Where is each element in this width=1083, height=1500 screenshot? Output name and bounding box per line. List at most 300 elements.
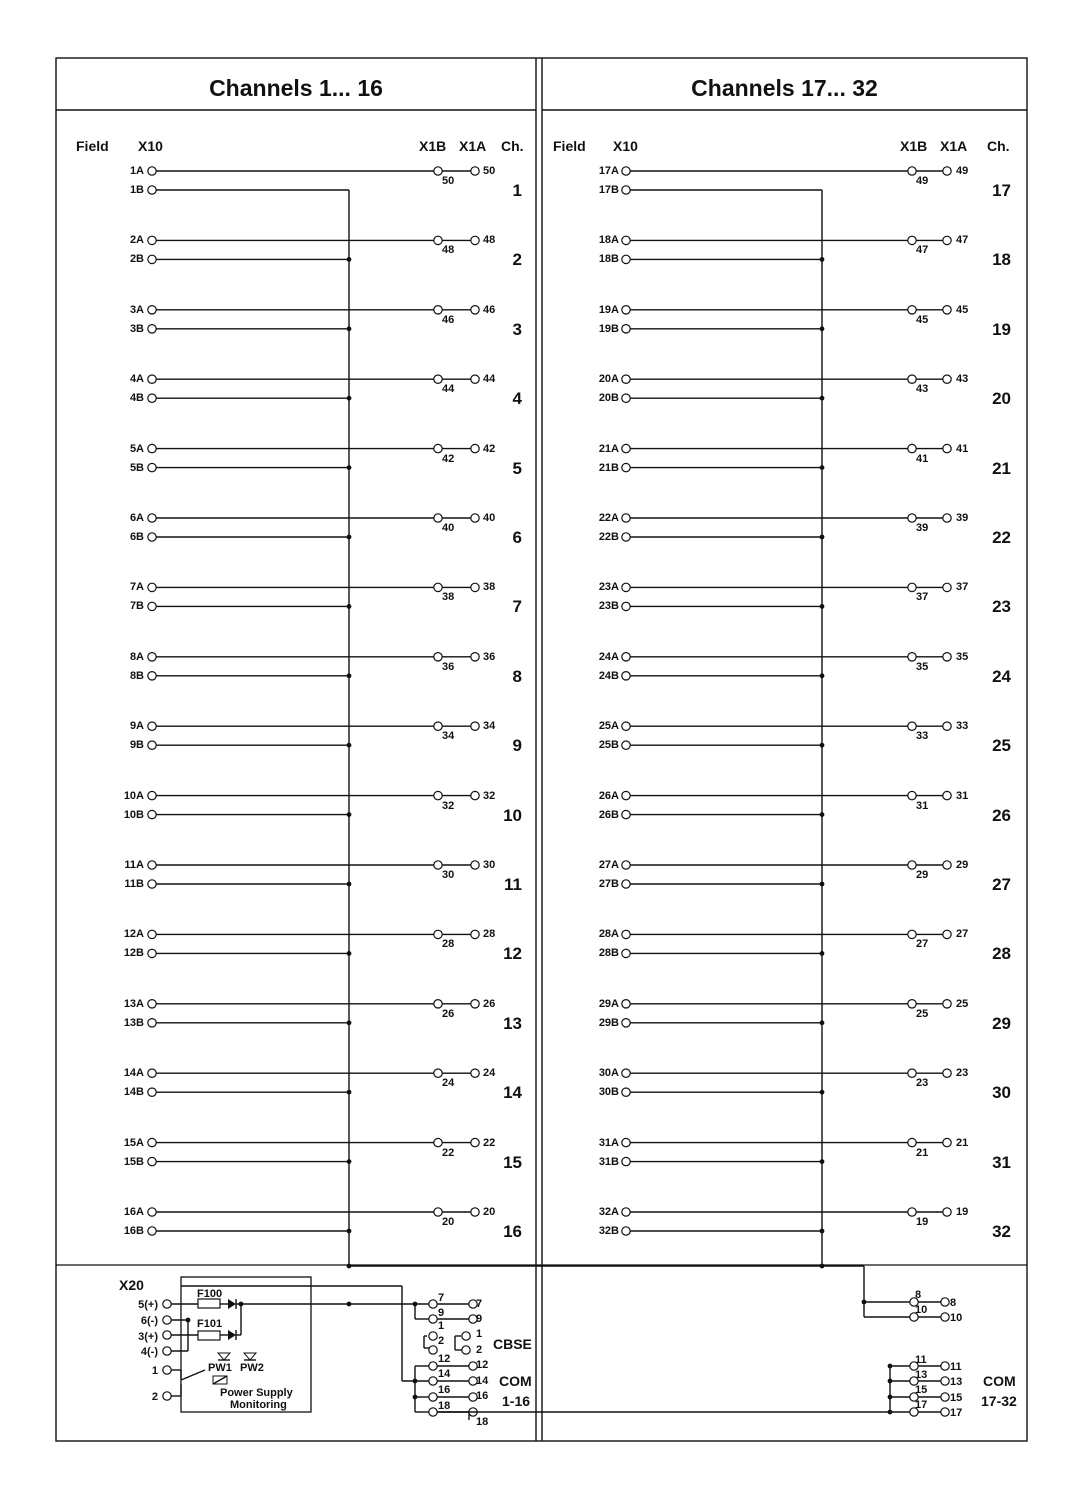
field-terminal-label: 19A: [598, 303, 619, 316]
field-terminal-label: 31B: [598, 1155, 619, 1168]
pin-label: 10: [915, 1304, 928, 1316]
junction-dot: [413, 1395, 418, 1400]
channel-number: 18: [992, 250, 1011, 270]
terminal-circle: [908, 444, 916, 452]
field-terminal-label: 22A: [598, 512, 619, 524]
terminal-circle: [622, 791, 630, 799]
x1b-pin-label: 30: [442, 869, 455, 881]
terminal-circle: [941, 1362, 949, 1370]
terminal-circle: [943, 791, 951, 799]
terminal-circle: [622, 1208, 630, 1216]
terminal-circle: [434, 375, 442, 383]
channel-number: 11: [504, 875, 522, 894]
fuse-f101-label: F101: [197, 1318, 223, 1330]
terminal-circle: [622, 1088, 630, 1096]
com-label: COM: [983, 1373, 1016, 1389]
fuse-f100-label: F100: [197, 1288, 223, 1300]
terminal-circle: [908, 1138, 916, 1146]
field-terminal-label: 9A: [129, 720, 144, 733]
x1b-pin-label: 28: [442, 938, 455, 951]
field-terminal-label: 6A: [129, 512, 144, 524]
terminal-circle: [908, 930, 916, 938]
terminal-circle: [622, 306, 630, 314]
channel-number: 24: [992, 666, 1011, 686]
terminal-circle: [148, 186, 156, 194]
field-terminal-label: 30B: [598, 1086, 619, 1099]
terminal-circle: [148, 1227, 156, 1235]
terminal-circle: [462, 1332, 470, 1340]
pin-label: 7: [438, 1292, 445, 1304]
terminal-circle: [943, 375, 951, 383]
field-terminal-label: 3B: [129, 322, 144, 335]
header-ch: Ch.: [987, 138, 1010, 154]
channel-number: 20: [992, 389, 1011, 409]
x1b-pin-label: 37: [916, 591, 929, 604]
channel-number: 1: [512, 181, 522, 200]
x1a-pin-label: 42: [483, 442, 496, 455]
channel-number: 21: [992, 458, 1011, 478]
field-terminal-label: 20B: [598, 392, 619, 405]
pin-label: 2: [438, 1335, 445, 1347]
terminal-circle: [622, 602, 630, 610]
field-terminal-label: 23A: [598, 581, 619, 594]
field-terminal-label: 19B: [598, 322, 619, 335]
field-terminal-label: 16A: [123, 1206, 144, 1218]
terminal-circle: [429, 1377, 437, 1385]
x1a-pin-label: 47: [956, 234, 969, 247]
led-pw1-icon: [218, 1353, 230, 1360]
terminal-circle: [429, 1346, 437, 1354]
field-terminal-label: 15A: [123, 1136, 144, 1149]
x1b-pin-label: 26: [442, 1007, 455, 1020]
terminal-circle: [434, 583, 442, 591]
terminal-circle: [148, 255, 156, 263]
x1b-pin-label: 49: [916, 175, 929, 187]
terminal-circle: [434, 1208, 442, 1216]
cbse-label: CBSE: [493, 1336, 532, 1352]
x1b-pin-label: 43: [916, 383, 929, 396]
field-terminal-label: 23B: [598, 600, 619, 613]
pin-label: 16: [476, 1390, 489, 1402]
field-terminal-label: 4A: [129, 373, 144, 386]
x1a-pin-label: 45: [956, 303, 969, 316]
terminal-circle: [622, 930, 630, 938]
terminal-circle: [429, 1362, 437, 1370]
terminal-circle: [622, 1157, 630, 1165]
field-terminal-label: 15B: [123, 1155, 144, 1168]
x1a-pin-label: 39: [956, 512, 969, 524]
terminal-circle: [148, 375, 156, 383]
field-terminal-label: 20A: [598, 373, 619, 386]
field-terminal-label: 1B: [129, 184, 144, 196]
x1a-pin-label: 32: [483, 789, 496, 802]
field-terminal-label: 4B: [129, 392, 144, 405]
terminal-circle: [148, 653, 156, 661]
x20-terminal: 5(+): [138, 1299, 158, 1311]
terminal-circle: [148, 325, 156, 333]
terminal-circle: [163, 1331, 171, 1339]
pin-label: 15: [915, 1384, 928, 1396]
pin-label: 8: [950, 1297, 957, 1309]
field-terminal-label: 2A: [129, 234, 144, 247]
pin-label: 18: [476, 1416, 489, 1428]
terminal-circle: [148, 672, 156, 680]
x1a-pin-label: 46: [483, 303, 496, 316]
field-terminal-label: 21B: [598, 461, 619, 474]
terminal-circle: [943, 1138, 951, 1146]
pin-label: 17: [915, 1399, 928, 1411]
pin-label: 13: [915, 1369, 928, 1381]
terminal-circle: [622, 1227, 630, 1235]
field-terminal-label: 8B: [129, 669, 144, 682]
channel-number: 14: [503, 1083, 522, 1103]
channel-number: 27: [992, 875, 1011, 894]
x1a-pin-label: 27: [956, 928, 969, 941]
monitoring-label: Power Supply: [220, 1387, 293, 1399]
panel-title-17-32: Channels 17... 32: [691, 75, 878, 101]
channel-number: 32: [992, 1222, 1011, 1241]
channel-number: 22: [992, 528, 1011, 547]
field-terminal-label: 26B: [598, 808, 619, 821]
channel-number: 7: [512, 597, 522, 617]
x1b-pin-label: 25: [916, 1007, 929, 1020]
monitoring-label: Monitoring: [230, 1399, 287, 1411]
terminal-circle: [622, 533, 630, 541]
x1b-pin-label: 41: [916, 452, 929, 465]
x1a-pin-label: 28: [483, 928, 496, 941]
field-terminal-label: 17A: [598, 165, 619, 177]
field-terminal-label: 14B: [123, 1086, 144, 1099]
panel-title-1-16: Channels 1... 16: [209, 75, 383, 101]
channel-number: 16: [503, 1222, 522, 1241]
field-terminal-label: 12A: [123, 928, 144, 941]
channel-number: 2: [512, 250, 522, 270]
field-terminal-label: 26A: [598, 789, 619, 802]
field-terminal-label: 11A: [124, 859, 144, 871]
terminal-circle: [908, 861, 916, 869]
led-pw1-label: PW1: [208, 1362, 232, 1374]
field-terminal-label: 24A: [598, 650, 619, 663]
terminal-circle: [471, 791, 479, 799]
terminal-circle: [462, 1346, 470, 1354]
pin-label: 15: [950, 1392, 963, 1404]
header-field: Field: [76, 138, 109, 154]
led-pw2-icon: [244, 1353, 256, 1360]
terminal-circle: [429, 1315, 437, 1323]
terminal-circle: [941, 1298, 949, 1306]
terminal-circle: [148, 1000, 156, 1008]
com-range-label: 1-16: [502, 1393, 531, 1409]
pin-label: 1: [438, 1320, 445, 1332]
terminal-circle: [471, 583, 479, 591]
terminal-circle: [434, 514, 442, 522]
channel-number: 28: [992, 944, 1011, 964]
terminal-circle: [908, 791, 916, 799]
terminal-circle: [434, 791, 442, 799]
channel-number: 3: [512, 319, 522, 339]
terminal-circle: [471, 1208, 479, 1216]
x1b-pin-label: 44: [442, 383, 455, 396]
terminal-circle: [908, 1000, 916, 1008]
terminal-circle: [471, 167, 479, 175]
terminal-circle: [471, 1138, 479, 1146]
field-terminal-label: 25A: [598, 720, 619, 733]
x1b-pin-label: 45: [916, 313, 929, 326]
x1b-pin-label: 34: [442, 730, 455, 743]
pin-label: 9: [438, 1307, 445, 1319]
pin-label: 18: [438, 1400, 451, 1412]
terminal-circle: [434, 167, 442, 175]
terminal-circle: [471, 1069, 479, 1077]
pin-label: 12: [476, 1359, 489, 1371]
terminal-circle: [471, 722, 479, 730]
header-x10: X10: [138, 138, 163, 154]
terminal-circle: [943, 583, 951, 591]
pin-label: 11: [950, 1361, 962, 1373]
terminal-circle: [622, 653, 630, 661]
x1a-pin-label: 35: [956, 650, 969, 663]
pin-label: 17: [950, 1407, 963, 1419]
channel-number: 17: [992, 181, 1011, 200]
field-terminal-label: 2B: [129, 253, 144, 266]
terminal-circle: [943, 236, 951, 244]
pin-label: 7: [476, 1298, 483, 1310]
terminal-circle: [622, 672, 630, 680]
terminal-circle: [434, 1138, 442, 1146]
terminal-circle: [908, 167, 916, 175]
led-pw2-label: PW2: [240, 1362, 264, 1374]
terminal-circle: [622, 394, 630, 402]
terminal-circle: [622, 375, 630, 383]
terminal-circle: [622, 741, 630, 749]
terminal-circle: [434, 236, 442, 244]
terminal-circle: [434, 306, 442, 314]
x1a-pin-label: 44: [483, 373, 496, 386]
terminal-circle: [148, 236, 156, 244]
terminal-circle: [941, 1393, 949, 1401]
fuse-f101: [198, 1331, 220, 1340]
pin-label: 1: [476, 1328, 483, 1340]
terminal-circle: [471, 653, 479, 661]
terminal-circle: [471, 236, 479, 244]
channel-number: 4: [512, 389, 522, 409]
x20-terminal: 3(+): [138, 1331, 158, 1343]
terminal-circle: [622, 255, 630, 263]
terminal-circle: [148, 1208, 156, 1216]
terminal-circle: [622, 861, 630, 869]
x1b-pin-label: 50: [442, 175, 455, 187]
terminal-circle: [148, 930, 156, 938]
terminal-circle: [163, 1366, 171, 1374]
terminal-circle: [941, 1377, 949, 1385]
x1a-pin-label: 22: [483, 1136, 496, 1149]
x1a-pin-label: 41: [956, 442, 969, 455]
terminal-circle: [148, 602, 156, 610]
channel-number: 25: [992, 736, 1011, 756]
terminal-circle: [622, 949, 630, 957]
x1b-pin-label: 31: [916, 799, 929, 812]
header-x1a: X1A: [940, 138, 968, 154]
terminal-circle: [148, 306, 156, 314]
terminal-circle: [908, 514, 916, 522]
terminal-circle: [148, 949, 156, 957]
channel-number: 6: [512, 528, 522, 547]
field-terminal-label: 30A: [598, 1067, 619, 1080]
terminal-circle: [148, 880, 156, 888]
x1b-pin-label: 20: [442, 1216, 455, 1228]
header-x1a: X1A: [459, 138, 487, 154]
terminal-circle: [471, 375, 479, 383]
terminal-circle: [908, 653, 916, 661]
field-terminal-label: 11B: [124, 878, 144, 890]
terminal-circle: [941, 1408, 949, 1416]
field-terminal-label: 18B: [598, 253, 619, 266]
terminal-circle: [163, 1347, 171, 1355]
terminal-circle: [622, 167, 630, 175]
junction-dot: [413, 1379, 418, 1384]
terminal-circle: [434, 444, 442, 452]
field-terminal-label: 7A: [129, 581, 144, 594]
pin-label: 9: [476, 1313, 483, 1325]
field-terminal-label: 27A: [598, 859, 619, 871]
field-terminal-label: 13B: [123, 1016, 144, 1029]
terminal-circle: [148, 741, 156, 749]
field-terminal-label: 8A: [129, 650, 144, 663]
x1b-pin-label: 29: [916, 869, 929, 881]
terminal-circle: [434, 1000, 442, 1008]
field-terminal-label: 31A: [598, 1136, 619, 1149]
x1b-pin-label: 38: [442, 591, 455, 604]
terminal-circle: [148, 1138, 156, 1146]
channel-number: 9: [512, 736, 522, 756]
x1a-pin-label: 19: [956, 1206, 969, 1218]
terminal-circle: [943, 167, 951, 175]
x1a-pin-label: 21: [956, 1136, 969, 1149]
x1a-pin-label: 20: [483, 1206, 496, 1218]
field-terminal-label: 22B: [598, 531, 619, 543]
terminal-circle: [434, 861, 442, 869]
x1b-pin-label: 22: [442, 1146, 455, 1159]
fuse-f100: [198, 1299, 220, 1308]
terminal-circle: [434, 653, 442, 661]
terminal-circle: [148, 791, 156, 799]
x1b-pin-label: 21: [916, 1146, 929, 1159]
field-terminal-label: 28A: [598, 928, 619, 941]
x1b-pin-label: 33: [916, 730, 929, 743]
field-terminal-label: 17B: [598, 184, 619, 196]
field-terminal-label: 24B: [598, 669, 619, 682]
x1b-pin-label: 24: [442, 1077, 455, 1090]
field-terminal-label: 14A: [123, 1067, 144, 1080]
channel-number: 13: [503, 1013, 522, 1033]
terminal-circle: [622, 1138, 630, 1146]
com-range-label: 17-32: [981, 1393, 1017, 1409]
terminal-circle: [622, 463, 630, 471]
x1b-pin-label: 35: [916, 660, 929, 673]
terminal-circle: [471, 930, 479, 938]
x1b-pin-label: 39: [916, 522, 929, 534]
terminal-circle: [471, 306, 479, 314]
terminal-circle: [471, 1000, 479, 1008]
pin-label: 13: [950, 1376, 963, 1388]
pin-label: 8: [915, 1289, 922, 1301]
terminal-circle: [908, 375, 916, 383]
field-terminal-label: 18A: [598, 234, 619, 247]
terminal-circle: [943, 1208, 951, 1216]
x1a-pin-label: 25: [956, 997, 969, 1010]
channel-number: 19: [992, 319, 1011, 339]
x1a-pin-label: 37: [956, 581, 969, 594]
field-terminal-label: 25B: [598, 739, 619, 752]
terminal-circle: [622, 722, 630, 730]
field-terminal-label: 32A: [598, 1206, 619, 1218]
terminal-circle: [434, 930, 442, 938]
x1a-pin-label: 26: [483, 997, 496, 1010]
channel-number: 8: [512, 666, 522, 686]
terminal-circle: [148, 167, 156, 175]
terminal-circle: [148, 1157, 156, 1165]
terminal-circle: [148, 514, 156, 522]
x1a-pin-label: 48: [483, 234, 496, 247]
x20-terminal: 2: [151, 1391, 158, 1403]
terminal-circle: [622, 880, 630, 888]
header-field: Field: [553, 138, 586, 154]
field-terminal-label: 3A: [129, 303, 144, 316]
x1a-pin-label: 33: [956, 720, 969, 733]
field-terminal-label: 29B: [598, 1016, 619, 1029]
terminal-circle: [943, 306, 951, 314]
x20-terminal: 4(-): [140, 1346, 158, 1358]
pin-label: 2: [476, 1344, 483, 1356]
terminal-circle: [908, 1069, 916, 1077]
x1a-pin-label: 36: [483, 650, 496, 663]
terminal-circle: [148, 533, 156, 541]
x20-label: X20: [119, 1277, 144, 1293]
field-terminal-label: 13A: [123, 997, 144, 1010]
terminal-circle: [148, 1088, 156, 1096]
terminal-circle: [148, 861, 156, 869]
terminal-circle: [148, 1069, 156, 1077]
terminal-circle: [622, 810, 630, 818]
header-x1b: X1B: [419, 138, 447, 154]
terminal-circle: [429, 1332, 437, 1340]
field-terminal-label: 21A: [598, 442, 619, 455]
terminal-circle: [471, 514, 479, 522]
terminal-circle: [429, 1393, 437, 1401]
terminal-circle: [434, 1069, 442, 1077]
field-terminal-label: 16B: [123, 1225, 144, 1237]
channel-number: 5: [512, 458, 522, 478]
channel-number: 10: [503, 805, 522, 825]
terminal-circle: [434, 722, 442, 730]
field-terminal-label: 10B: [123, 808, 144, 821]
x20-terminal: 6(-): [140, 1315, 158, 1327]
terminal-circle: [622, 583, 630, 591]
terminal-circle: [622, 1000, 630, 1008]
field-terminal-label: 1A: [129, 165, 144, 177]
field-terminal-label: 29A: [598, 997, 619, 1010]
field-terminal-label: 12B: [123, 947, 144, 960]
channel-number: 30: [992, 1083, 1011, 1103]
channel-number: 15: [503, 1152, 522, 1172]
x1a-pin-label: 34: [483, 720, 496, 733]
terminal-circle: [471, 444, 479, 452]
field-terminal-label: 5B: [129, 461, 144, 474]
diode: [228, 1299, 236, 1309]
x1a-pin-label: 50: [483, 165, 496, 177]
terminal-circle: [148, 444, 156, 452]
x1b-pin-label: 23: [916, 1077, 929, 1090]
